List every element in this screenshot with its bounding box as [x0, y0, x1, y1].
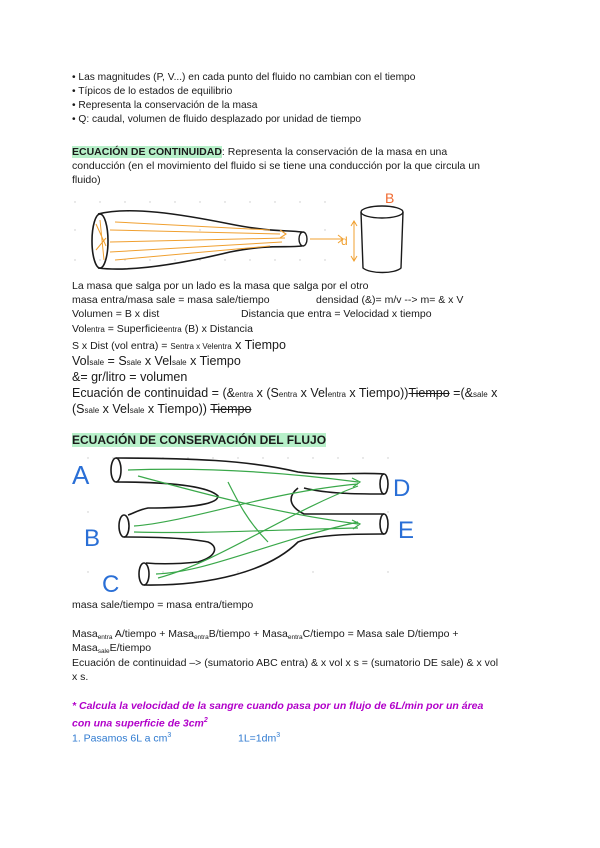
bullet-marker: • [72, 86, 76, 97]
label-a: A [72, 460, 90, 490]
text-part: E/tiempo [109, 642, 152, 654]
text-part: x Vel [297, 386, 328, 400]
exercise-step [72, 729, 171, 746]
text-line: &= gr/litro = volumen [72, 370, 188, 384]
text-part: 3 [167, 732, 172, 739]
text-part: A/tiempo + Masa [112, 628, 194, 640]
bullet-text: Las magnitudes (P, V...) en cada punto del fluido no cambian con el tiempo [78, 72, 416, 83]
text-part: sale [129, 406, 145, 415]
text-part: = S [104, 354, 127, 368]
cylinder-top [361, 206, 403, 218]
exercise-step-note [238, 729, 280, 746]
text-part: = Superficie [104, 323, 164, 335]
text-part: Vol [72, 323, 87, 335]
text-part: entra [234, 390, 254, 399]
text-part: entra [327, 390, 346, 399]
cylinder-body [361, 212, 403, 273]
pipe-labels [72, 460, 414, 598]
text-part: sale [84, 406, 100, 415]
struck-text: Tiempo [408, 386, 450, 400]
struck-text: Tiempo [210, 402, 252, 416]
text-line: masa entra/masa sale = masa sale/tiempo [72, 294, 270, 306]
text-line: Distancia que entra = Velocidad x tiempo [241, 308, 432, 320]
text-part: S x Dist (vol entra) = [72, 340, 171, 352]
text-line [72, 337, 286, 354]
text-part: x Tiempo [231, 338, 286, 352]
bullet-item [72, 71, 415, 85]
bullet-text: Q: caudal, volumen de fluido desplazado por unidad de tiempo [78, 114, 362, 125]
text-part: =(& [449, 386, 473, 400]
tube-outlet [299, 232, 307, 246]
continuity-tube-drawing [70, 190, 410, 280]
text-part: Masa [72, 628, 98, 640]
bullet-item [72, 85, 232, 99]
text-part: entra [163, 325, 182, 334]
continuidad-heading: ECUACIÓN DE CONTINUIDAD [72, 146, 222, 158]
label-d: D [393, 475, 411, 502]
flow-branching-drawing [68, 452, 428, 598]
intro-line: fluido) [72, 174, 101, 186]
text-part: Masa [72, 642, 98, 654]
text-part: (S [72, 402, 85, 416]
bullet-item [72, 99, 257, 113]
text-part: entra [278, 390, 298, 399]
flujo-heading: ECUACIÓN DE CONSERVACIÓN DEL FLUJO [72, 433, 327, 447]
label-d: d [341, 234, 348, 248]
continuidad-intro [72, 145, 447, 159]
text-line: La masa que salga por un lado es la masa que salga por el otro [72, 280, 369, 292]
text-part: x (S [253, 386, 279, 400]
text-line: Ecuación de continuidad –> (sumatorio ABC entra) & x vol x s = (sumatorio DE sale) & x vol [72, 657, 499, 669]
label-c: C [102, 571, 120, 598]
bullet-text: Representa la conservación de la masa [78, 100, 258, 111]
pipe-outline [111, 458, 388, 585]
text-part: sale [97, 648, 110, 655]
text-part: 1. Pasamos 6L a cm [72, 732, 168, 745]
text-part: entra [193, 634, 209, 641]
text-part: x Tiempo [186, 354, 241, 368]
text-part: entra [287, 634, 303, 641]
flujo-heading-line [72, 433, 326, 448]
bullet-text: Típicos de lo estados de equilibrio [78, 86, 233, 97]
text-part: C/tiempo = Masa sale D/tiempo + [302, 628, 459, 640]
text-part: 2 [203, 717, 208, 724]
intro-text: : Representa la conservación de la masa en una [221, 146, 448, 158]
text-part: Sentra x Velentra [170, 342, 232, 351]
text-part: sale [89, 358, 105, 367]
text-part: con una superficie de 3cm [72, 717, 204, 730]
text-part: sale [126, 358, 142, 367]
text-part: Vol [72, 354, 90, 368]
text-part: x Vel [99, 402, 130, 416]
label-b: B [84, 525, 101, 552]
text-line: Volumen = B x dist [72, 308, 160, 320]
bullet-marker: • [72, 72, 76, 83]
text-line: masa sale/tiempo = masa entra/tiempo [72, 599, 254, 611]
text-part: sale [171, 358, 187, 367]
bullet-item [72, 113, 361, 127]
intro-line: conducción (en el movimiento del fluido si se tiene una conducción por la que circula un [72, 160, 480, 172]
bullet-marker: • [72, 100, 76, 111]
text-line: densidad (&)= m/v --> m= & x V [316, 294, 464, 306]
text-part: x Tiempo)) [144, 402, 211, 416]
text-part: B/tiempo + Masa [208, 628, 288, 640]
flow-lines [128, 469, 360, 578]
text-part: x Tiempo)) [345, 386, 409, 400]
label-e: E [398, 517, 415, 544]
bullet-marker: • [72, 114, 76, 125]
text-line: x s. [72, 671, 89, 683]
text-part: 3 [276, 732, 281, 739]
text-line [72, 322, 253, 337]
exercise-question: * Calcula la velocidad de la sangre cuando pasa por un flujo de 6L/min por un área [72, 700, 484, 712]
dot-grid [87, 457, 388, 572]
text-part: Ecuación de continuidad = (& [72, 386, 235, 400]
text-part: x Vel [141, 354, 172, 368]
text-part: 1L=1dm [238, 732, 277, 745]
text-part: entra [97, 634, 113, 641]
label-b: B [385, 190, 395, 206]
text-line [72, 401, 251, 419]
text-part: (B) x Distancia [181, 323, 253, 335]
text-part: entra [86, 325, 105, 334]
text-part: sale [472, 390, 488, 399]
text-part: x [487, 386, 498, 400]
